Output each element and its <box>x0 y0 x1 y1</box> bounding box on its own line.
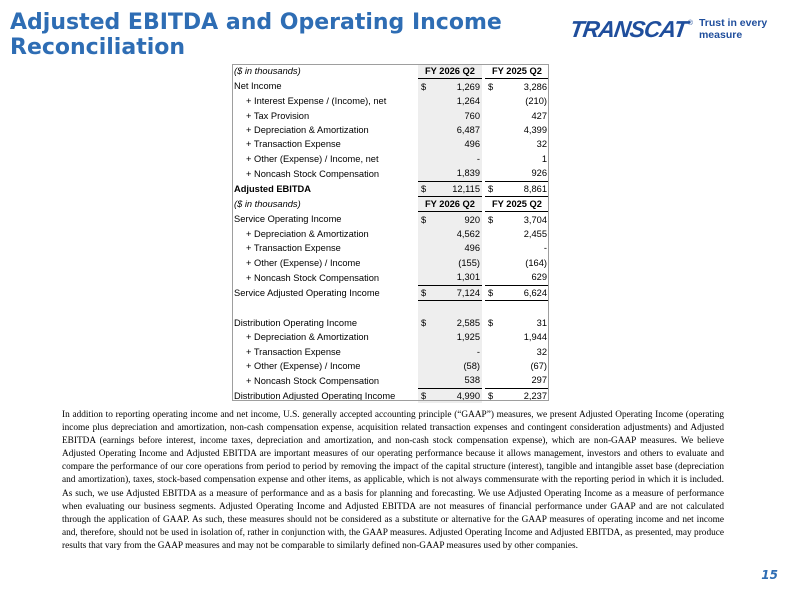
currency-symbol: $ <box>418 181 432 196</box>
currency-symbol: $ <box>418 388 432 403</box>
currency-symbol <box>485 256 499 270</box>
table-row <box>232 373 549 388</box>
row-label: + Transaction Expense <box>246 139 341 150</box>
currency-symbol: $ <box>418 212 432 227</box>
value-fy2026q2: 496 <box>432 137 482 151</box>
value-fy2026q2: (155) <box>432 256 482 270</box>
logo-tagline: Trust in every measure <box>698 17 768 41</box>
currency-symbol <box>485 227 499 241</box>
currency-symbol <box>485 152 499 166</box>
currency-symbol <box>418 330 432 344</box>
row-label: + Tax Provision <box>246 110 310 121</box>
row-label: Service Operating Income <box>234 214 342 225</box>
page-title-line-1: Adjusted EBITDA and Operating Income <box>10 10 502 35</box>
currency-symbol <box>485 166 499 181</box>
currency-symbol <box>418 166 432 181</box>
table-row <box>232 152 549 166</box>
currency-symbol <box>418 373 432 388</box>
currency-symbol <box>418 227 432 241</box>
table-header-row <box>232 196 549 211</box>
table-row <box>232 166 549 181</box>
value-fy2025q2: 629 <box>499 270 549 285</box>
currency-symbol <box>485 108 499 122</box>
currency-symbol <box>418 94 432 108</box>
row-label: Distribution Operating Income <box>234 317 357 328</box>
table-row <box>232 227 549 241</box>
value-fy2026q2: 1,839 <box>432 166 482 181</box>
table-header-row <box>232 64 549 79</box>
value-fy2025q2: 297 <box>499 373 549 388</box>
column-header-fy2025q2: FY 2025 Q2 <box>485 64 549 79</box>
value-fy2025q2: 8,861 <box>499 181 549 196</box>
value-fy2025q2: 2,237 <box>523 390 547 401</box>
value-fy2025q2 <box>499 301 549 316</box>
table-row <box>232 123 549 137</box>
row-label: + Interest Expense / (Income), net <box>246 96 387 107</box>
value-fy2025q2: (210) <box>525 96 547 107</box>
value-fy2026q2: 1,264 <box>432 94 482 108</box>
row-label: + Noncash Stock Compensation <box>246 272 380 283</box>
page-title <box>10 10 530 60</box>
currency-symbol <box>485 94 499 108</box>
currency-symbol <box>485 301 499 316</box>
value-fy2025q2: - <box>543 243 547 254</box>
value-fy2025q2: 3,704 <box>523 214 547 225</box>
row-label: Distribution Adjusted Operating Income <box>234 390 396 401</box>
value-fy2026q2: 4,990 <box>432 388 482 403</box>
value-fy2026q2: (58) <box>432 359 482 373</box>
row-label: Net Income <box>234 81 282 92</box>
value-fy2025q2: 32 <box>536 346 547 357</box>
currency-symbol <box>485 270 499 285</box>
currency-symbol: $ <box>485 285 499 300</box>
currency-symbol: $ <box>487 214 494 225</box>
value-fy2026q2: 538 <box>432 373 482 388</box>
logo-registered-mark: ® <box>687 20 693 27</box>
column-header-fy2025q2: FY 2025 Q2 <box>485 196 549 211</box>
value-fy2025q2: 2,455 <box>523 229 547 240</box>
currency-symbol <box>485 344 499 358</box>
table-row <box>232 212 549 227</box>
column-header-fy2026q2: FY 2026 Q2 <box>418 196 482 211</box>
row-label: + Other (Expense) / Income <box>246 360 361 371</box>
currency-symbol: $ <box>487 390 494 401</box>
value-fy2026q2: 1,301 <box>432 270 482 285</box>
row-label: Service Adjusted Operating Income <box>234 287 380 298</box>
row-label: Adjusted EBITDA <box>234 183 311 194</box>
row-label: + Other (Expense) / Income, net <box>246 153 379 164</box>
row-label: + Other (Expense) / Income <box>246 257 361 268</box>
currency-symbol <box>418 359 432 373</box>
value-fy2026q2: 1,925 <box>432 330 482 344</box>
logo-wordmark: TRANSCAT <box>568 15 689 42</box>
units-label: ($ in thousands) <box>234 66 301 77</box>
value-fy2025q2: 1 <box>541 153 547 164</box>
value-fy2026q2: 12,115 <box>432 181 482 196</box>
value-fy2025q2: 3,286 <box>523 81 547 92</box>
currency-symbol <box>485 137 499 151</box>
reconciliation-table <box>232 64 549 403</box>
currency-symbol <box>485 123 499 137</box>
currency-symbol <box>485 330 499 344</box>
currency-symbol <box>418 108 432 122</box>
currency-symbol <box>418 344 432 358</box>
row-label: + Noncash Stock Compensation <box>246 168 380 179</box>
currency-symbol <box>418 152 432 166</box>
transcat-logo <box>570 14 800 44</box>
row-label: + Transaction Expense <box>246 243 341 254</box>
non-gaap-disclosure-paragraph: In addition to reporting operating income and net income, U.S. generally accepted accounting principle (“GAAP”) measures, we present Adjusted Operating Income (operating income plus depreciation and amortization, non-cash compensation expense, acquisition related transaction expenses and contingent consideration adjustments) and Adjusted EBITDA (earnings before interest, income taxes, depreciation and amortization, and non-cash stock compensation expense), which are non-GAAP measures. We believe Adjusted Operating Income and Adjusted EBITDA are important measures of our operating performance because it allows management, investors and others to evaluate and compare the performance of our core operations from period to period by removing the impact of the capital structure (interest), tangible and intangible asset base (depreciation and amortization), taxes, stock-based compensation expense and other items, as applicable, which is not always commensurate with the reporting period in which it is included. As such, we use Adjusted EBITDA as a measure of performance and as a basis for planning and forecasting. We use Adjusted Operating Income as a measure of performance when evaluating our business segments. Adjusted Operating Income and Adjusted EBITDA are not measures of financial performance under GAAP and are not calculated through the application of GAAP. As such, these measures should not be considered as a substitute or alternative for the GAAP measures of operating income and net income and, therefore, should not be used in isolation of, rather in conjunction with, the GAAP measures. Adjusted Operating Income and Adjusted EBITDA, as presented, may produce results that vary from the GAAP measures and may not be comparable to similarly defined non-GAAP measures used by other companies. <box>62 410 724 551</box>
column-header-fy2026q2: FY 2026 Q2 <box>418 64 482 79</box>
row-label: + Depreciation & Amortization <box>246 124 369 135</box>
table-row <box>232 330 549 344</box>
value-fy2025q2: (67) <box>530 360 547 371</box>
value-fy2026q2: - <box>432 152 482 166</box>
table-row <box>232 256 549 270</box>
currency-symbol <box>418 137 432 151</box>
value-fy2026q2: 6,487 <box>432 123 482 137</box>
page-title-line-2: Reconciliation <box>10 35 186 60</box>
table-row <box>232 181 549 196</box>
value-fy2025q2: 1,944 <box>523 332 547 343</box>
value-fy2025q2: 31 <box>536 317 547 328</box>
table-row <box>232 108 549 122</box>
value-fy2026q2: 2,585 <box>432 315 482 329</box>
value-fy2026q2: 1,269 <box>432 79 482 94</box>
table-row <box>232 79 549 94</box>
currency-symbol <box>485 359 499 373</box>
currency-symbol: $ <box>418 315 432 329</box>
units-label: ($ in thousands) <box>234 199 301 210</box>
row-label: + Depreciation & Amortization <box>246 332 369 343</box>
currency-symbol: $ <box>418 285 432 300</box>
currency-symbol: $ <box>487 81 494 92</box>
row-label <box>232 301 418 316</box>
currency-symbol <box>418 123 432 137</box>
value-fy2026q2: 4,562 <box>432 227 482 241</box>
table-row <box>232 285 549 300</box>
currency-symbol <box>418 241 432 255</box>
page-number: 15 <box>761 568 778 582</box>
table-row <box>232 137 549 151</box>
value-fy2025q2: 427 <box>531 110 547 121</box>
table-row <box>232 344 549 358</box>
table-row <box>232 359 549 373</box>
value-fy2026q2: 920 <box>432 212 482 227</box>
currency-symbol: $ <box>418 79 432 94</box>
value-fy2026q2: - <box>432 344 482 358</box>
reconciliation-table-body <box>232 64 549 403</box>
currency-symbol <box>418 270 432 285</box>
value-fy2025q2: 926 <box>499 166 549 181</box>
table-row <box>232 94 549 108</box>
value-fy2025q2: 32 <box>536 139 547 150</box>
currency-symbol: $ <box>485 181 499 196</box>
currency-symbol: $ <box>487 317 494 328</box>
table-row <box>232 315 549 329</box>
currency-symbol <box>418 256 432 270</box>
value-fy2026q2 <box>432 301 482 316</box>
table-row <box>232 301 549 316</box>
value-fy2026q2: 760 <box>432 108 482 122</box>
table-row <box>232 388 549 403</box>
row-label: + Depreciation & Amortization <box>246 229 369 240</box>
value-fy2025q2: 6,624 <box>499 285 549 300</box>
value-fy2025q2: (164) <box>525 257 547 268</box>
value-fy2026q2: 496 <box>432 241 482 255</box>
currency-symbol <box>485 241 499 255</box>
row-label: + Noncash Stock Compensation <box>246 375 380 386</box>
currency-symbol <box>485 373 499 388</box>
table-row <box>232 241 549 255</box>
value-fy2025q2: 4,399 <box>523 124 547 135</box>
table-row <box>232 270 549 285</box>
value-fy2026q2: 7,124 <box>432 285 482 300</box>
row-label: + Transaction Expense <box>246 346 341 357</box>
currency-symbol <box>418 301 432 316</box>
